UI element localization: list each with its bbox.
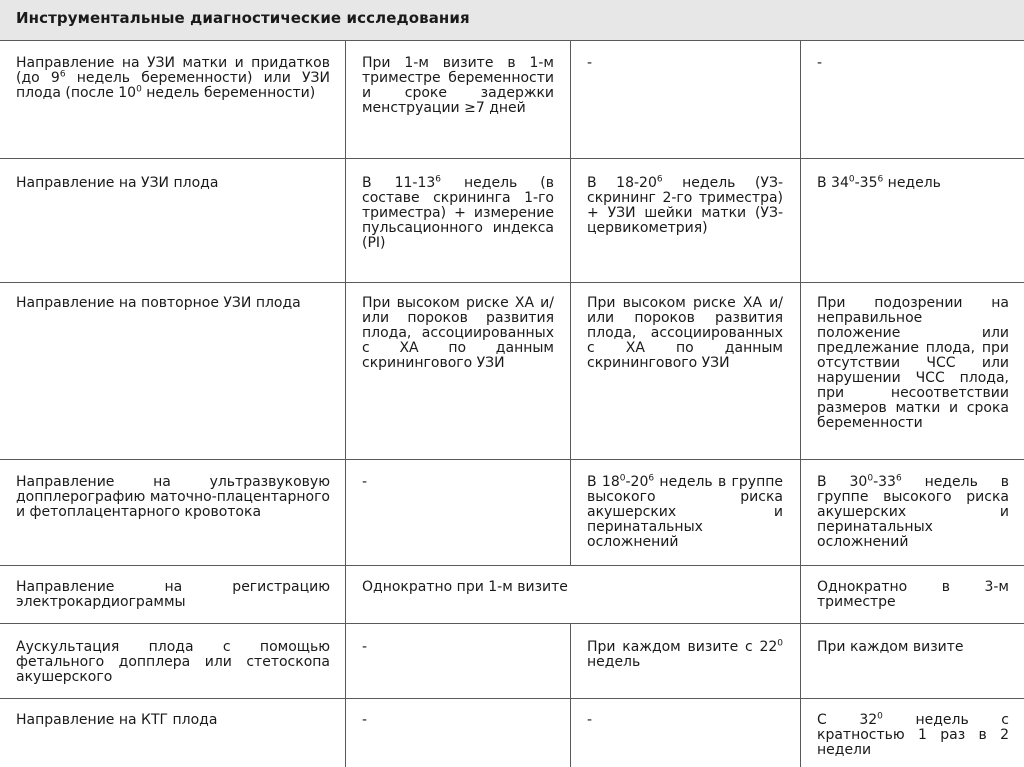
table-cell: - [587,55,593,71]
table-cell-label: Направление на повторное УЗИ плода [16,295,301,311]
table-cell-label: Направление на регистрацию электрокардиограммы [16,579,330,610]
table-cell-label: Направление на УЗИ плода [16,175,219,191]
table-cell: В $18-20^6$ недель (УЗ-скрининг 2-го триместра) + УЗИ шейки матки (УЗ-цервикометрия) [587,174,783,236]
table-title: Инструментальные диагностические исследования [16,9,470,27]
row-divider [0,158,1024,159]
table-header-band [0,0,1024,41]
table-cell: При подозрении на неправильное положение или предлежание плода, при отсутствии ЧСС или нарушении ЧСС плода, при несоответствии размеров матки и срока беременности [817,295,1009,431]
table-cell: - [362,639,368,655]
table-cell-label: Направление на УЗИ матки и придатков (до $9^6$ недель беременности) или УЗИ плода (после $10^0$ недель беременности) [16,55,330,101]
row-divider [0,282,1024,283]
table-cell: В $34^0-35^6$ недель [817,174,941,191]
table-cell: - [362,474,368,490]
table-cell: При высоком риске ХА и/или пороков развития плода, ассоциированных с ХА по данным скринингового УЗИ [587,295,783,371]
table-cell: В $18^0-20^6$ недель в группе высокого риска акушерских и перинатальных осложнений [587,473,784,550]
table-cell-label: Направление на КТГ плода [16,712,218,728]
column-divider [345,40,346,767]
table-cell: - [587,712,593,728]
table-cell-label: Аускультация плода с помощью фетального допплера или стетоскопа акушерского [16,639,330,685]
table-cell: При каждом визите с $22^0$ недель [587,638,783,670]
table-cell: С $32^0$ недель с кратностью 1 раз в 2 недели [817,711,1010,758]
table-cell: - [362,712,368,728]
table-cell: При 1-м визите в 1-м триместре беременности и сроке задержки менструации ≥7 дней [362,55,554,116]
table-cell: - [817,55,823,71]
table-cell-label: Направление на ультразвуковую допплерографию маточно-плацентарного и фетоплацентарного кровотока [16,474,330,520]
table-cell: В $11-13^6$ недель (в составе скрининга 1-го триместра) + измерение пульсационного индекса (PI) [362,174,554,251]
table-cell: При высоком риске ХА и/или пороков развития плода, ассоциированных с ХА по данным скринингового УЗИ [362,295,554,371]
table-cell-merged: Однократно при 1-м визите [362,579,568,595]
column-divider [800,40,801,767]
table-cell: В $30^0-33^6$ недель в группе высокого риска акушерских и перинатальных осложнений [817,473,1009,550]
row-divider [0,698,1024,699]
row-divider [0,459,1024,460]
column-divider [570,623,571,767]
column-divider [570,40,571,565]
row-divider [0,565,1024,566]
table-cell: Однократно в 3-м триместре [817,579,1009,610]
row-divider [0,623,1024,624]
table-cell: При каждом визите [817,639,964,655]
